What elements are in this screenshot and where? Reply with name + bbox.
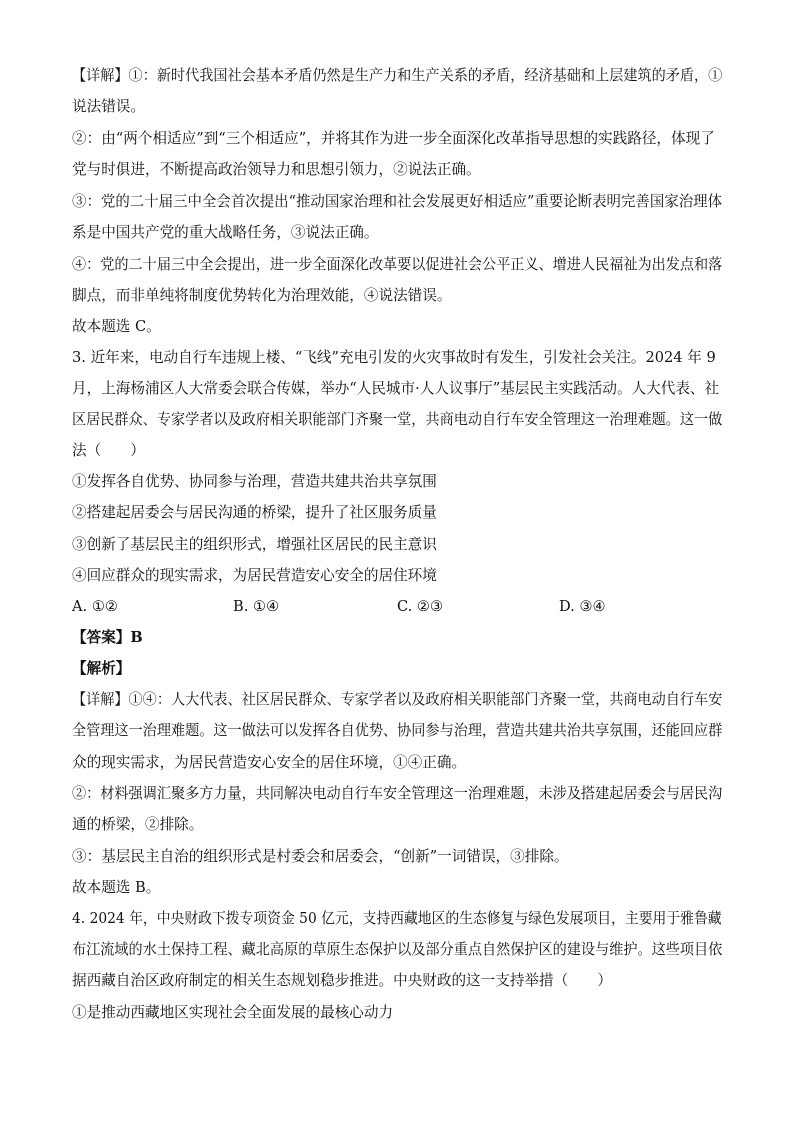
text-line: ②：由“两个相适应”到“三个相适应”，并将其作为进一步全面深化改革指导思想的实践路径，体现了 [72, 130, 715, 147]
question-3-item: ②搭建起居委会与居民沟通的桥梁，提升了社区服务质量 [72, 504, 437, 521]
option-a: A. ①② [72, 598, 118, 615]
text-line: 故本题选 B。 [72, 879, 161, 896]
text-line: 全管理这一治理难题。这一做法可以发挥各自优势、协同参与治理，营造共建共治共享氛围，还能回应群 [72, 722, 723, 739]
text-line: ③：党的二十届三中全会首次提出“推动国家治理和社会发展更好相适应”重要论断表明完善国家治理体 [72, 193, 723, 210]
text-line: 【详解】①：新时代我国社会基本矛盾仍然是生产力和生产关系的矛盾，经济基础和上层建筑的矛盾，① [72, 67, 723, 84]
text-line: 说法错误。 [72, 98, 145, 115]
text-line: 众的现实需求，为居民营造安心安全的居住环境，①④正确。 [72, 754, 467, 771]
question-4-stem: 布江流域的水土保持工程、藏北高原的草原生态保护以及部分重点自然保护区的建设与维护。这些项目依 [72, 941, 723, 958]
option-c: C. ②③ [397, 598, 444, 615]
question-4-stem: 据西藏自治区政府制定的相关生态规划稳步推进。中央财政的这一支持举措（ ） [72, 972, 612, 989]
question-4-item: ①是推动西藏地区实现社会全面发展的最核心动力 [72, 1004, 394, 1021]
text-line: 系是中国共产党的重大战略任务，③说法正确。 [72, 224, 379, 241]
option-d: D. ③④ [559, 598, 606, 615]
answer-label: 【答案】B [72, 629, 143, 646]
text-line: 通的桥梁，②排除。 [72, 816, 204, 833]
question-3-item: ④回应群众的现实需求，为居民营造安心安全的居住环境 [72, 567, 437, 584]
text-line: 故本题选 C。 [72, 318, 161, 335]
text-line: 党与时俱进，不断提高政治领导力和思想引领力，②说法正确。 [72, 161, 481, 178]
option-b: B. ①④ [233, 598, 280, 615]
question-3-stem: 3. 近年来，电动自行车违规上楼、“飞线”充电引发的火灾事故时有发生，引发社会关注。2024 年 9 [72, 349, 716, 366]
text-line: ②：材料强调汇聚多方力量，共同解决电动自行车安全管理这一治理难题，未涉及搭建起居委会与居民沟 [72, 785, 723, 802]
question-3-stem: 月，上海杨浦区人大常委会联合传媒，举办“人民城市·人人议事厅”基层民主实践活动。人大代表、社 [72, 380, 720, 397]
text-line: 【详解】①④：人大代表、社区居民群众、专家学者以及政府相关职能部门齐聚一堂，共商电动自行车安 [72, 691, 723, 708]
question-3-item: ③创新了基层民主的组织形式，增强社区居民的民主意识 [72, 536, 437, 553]
question-4-stem: 4. 2024 年，中央财政下拨专项资金 50 亿元，支持西藏地区的生态修复与绿色发展项目，主要用于雅鲁藏 [72, 910, 722, 927]
question-3-item: ①发挥各自优势、协同参与治理，营造共建共治共享氛围 [72, 473, 437, 490]
text-line: ③：基层民主自治的组织形式是村委会和居委会，“创新”一词错误，③排除。 [72, 848, 569, 865]
text-line: 脚点，而非单纯将制度优势转化为治理效能，④说法错误。 [72, 287, 452, 304]
text-line: ④：党的二十届三中全会提出，进一步全面深化改革要以促进社会公平正义、增进人民福祉为出发点和落 [72, 256, 723, 273]
question-3-stem: 区居民群众、专家学者以及政府相关职能部门齐聚一堂，共商电动自行车安全管理这一治理难题。这一做 [72, 411, 723, 428]
question-3-stem: 法（ ） [72, 442, 145, 459]
analysis-label: 【解析】 [72, 660, 131, 677]
